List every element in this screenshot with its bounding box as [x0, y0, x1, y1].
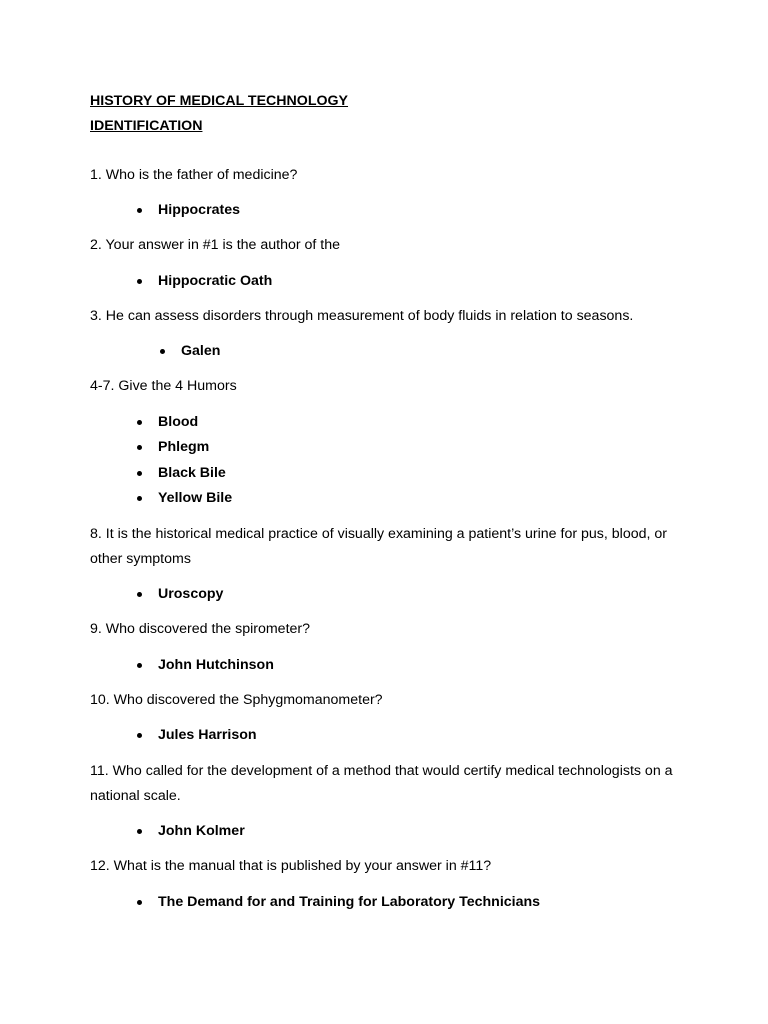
bullet-icon — [137, 445, 142, 450]
answer-text: Phlegm — [158, 439, 210, 455]
question-2: 2. Your answer in #1 is the author of the — [90, 237, 341, 253]
answer-text: Hippocratic Oath — [158, 273, 273, 289]
bullet-icon — [137, 900, 142, 905]
bullet-icon — [137, 471, 142, 476]
answer-text: The Demand for and Training for Laboratory Technicians — [158, 894, 541, 910]
bullet-icon — [137, 733, 142, 738]
question-4-7: 4-7. Give the 4 Humors — [90, 378, 237, 394]
question-10: 10. Who discovered the Sphygmomanometer? — [90, 692, 383, 708]
question-8-continued: other symptoms — [90, 551, 191, 567]
question-3: 3. He can assess disorders through measurement of body fluids in relation to seasons. — [90, 308, 634, 324]
question-8: 8. It is the historical medical practice of visually examining a patient’s urine for pus, blood, or — [90, 526, 667, 542]
question-11-continued: national scale. — [90, 788, 181, 804]
bullet-icon — [160, 349, 165, 354]
bullet-icon — [137, 208, 142, 213]
bullet-icon — [137, 592, 142, 597]
question-11: 11. Who called for the development of a method that would certify medical technologists on a — [90, 763, 673, 779]
bullet-icon — [137, 663, 142, 668]
bullet-icon — [137, 420, 142, 425]
answer-text: Galen — [181, 343, 221, 359]
answer-text: John Hutchinson — [158, 657, 274, 673]
bullet-icon — [137, 829, 142, 834]
answer-text: Black Bile — [158, 465, 226, 481]
bullet-icon — [137, 496, 142, 501]
answer-text: Yellow Bile — [158, 490, 233, 506]
answer-text: Hippocrates — [158, 202, 240, 218]
document-title: HISTORY OF MEDICAL TECHNOLOGY — [90, 93, 349, 109]
answer-text: Uroscopy — [158, 586, 224, 602]
question-1: 1. Who is the father of medicine? — [90, 167, 298, 183]
answer-text: Jules Harrison — [158, 727, 257, 743]
answer-text: Blood — [158, 414, 199, 430]
question-9: 9. Who discovered the spirometer? — [90, 621, 311, 637]
question-12: 12. What is the manual that is published by your answer in #11? — [90, 858, 492, 874]
section-heading: IDENTIFICATION — [90, 118, 203, 134]
bullet-icon — [137, 279, 142, 284]
answer-text: John Kolmer — [158, 823, 245, 839]
